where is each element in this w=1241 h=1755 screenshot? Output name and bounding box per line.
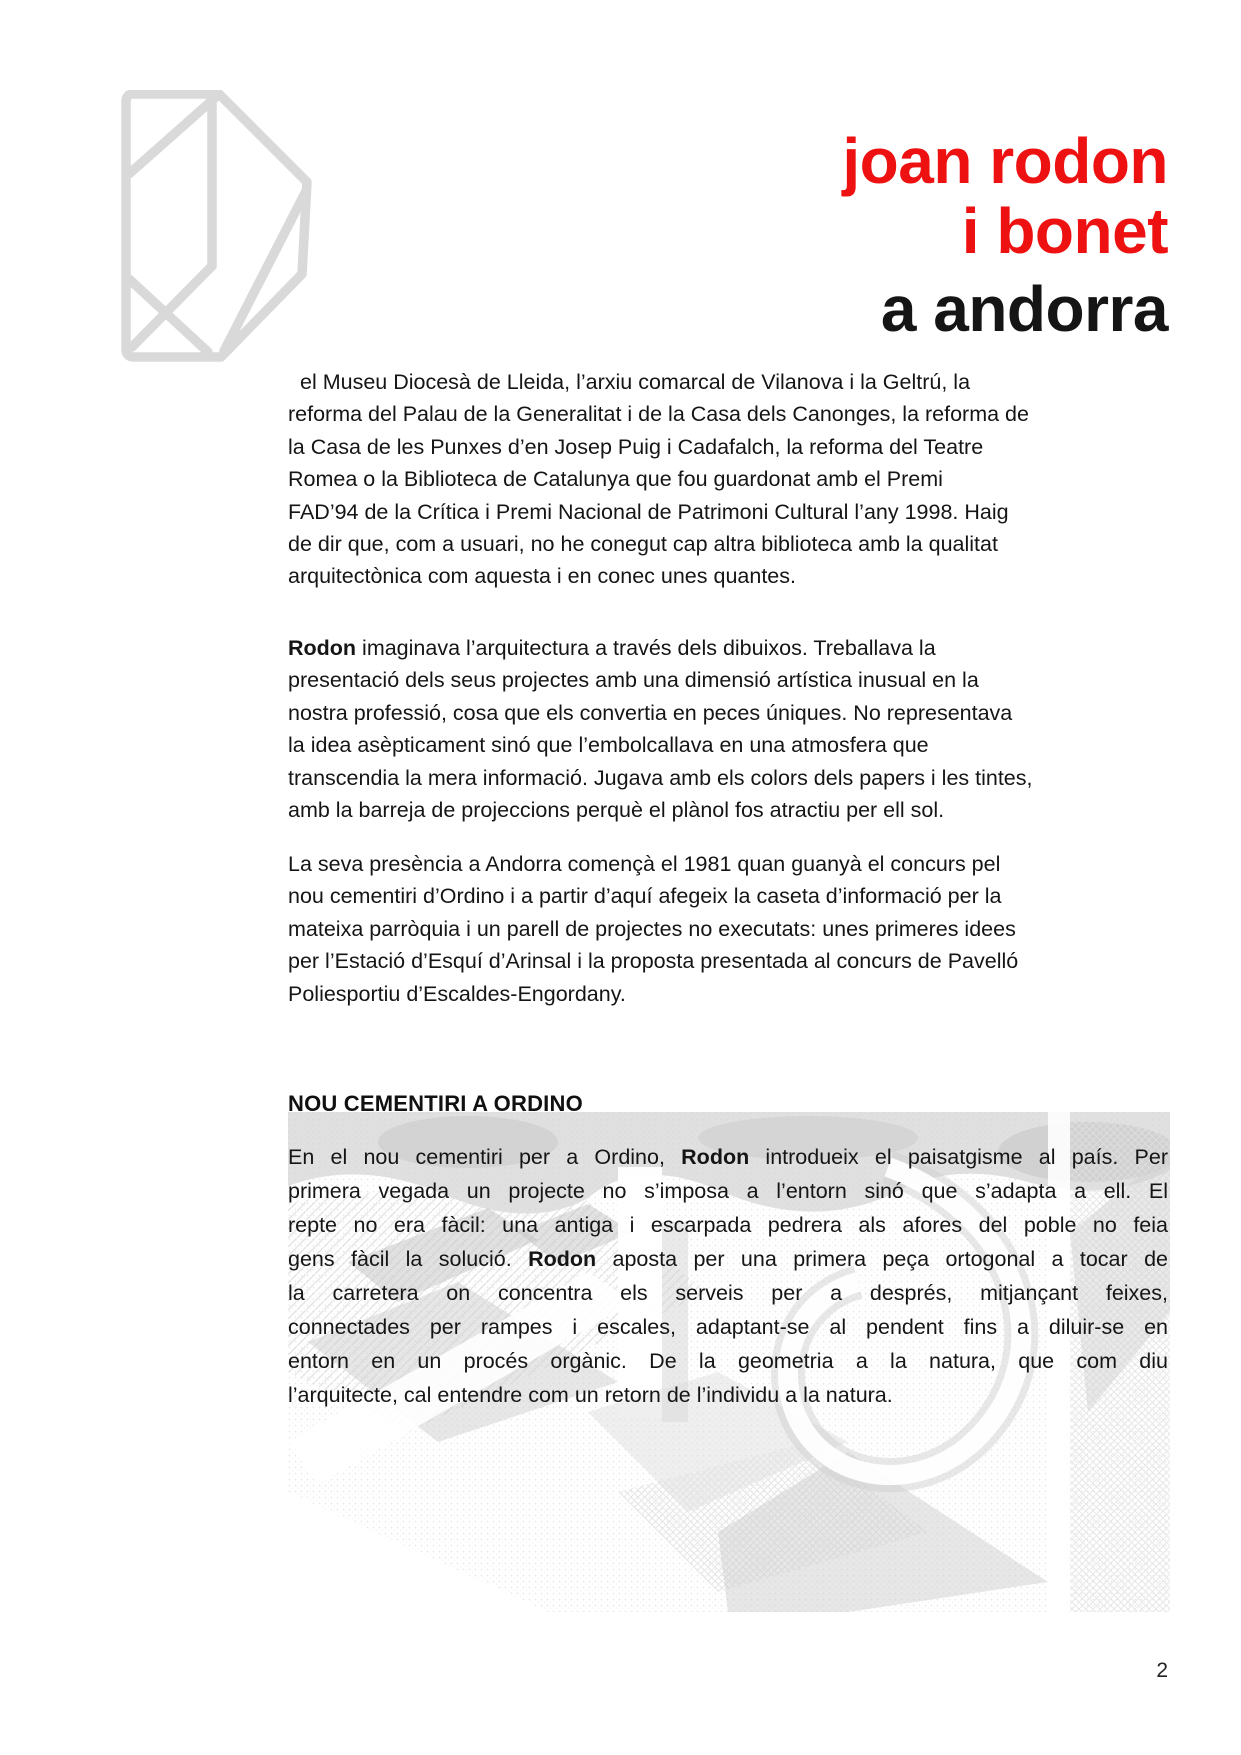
text-line: entorn en un procés orgànic. De la geometria a la natura, que com diu	[288, 1349, 1168, 1373]
text-line: la carretera on concentra els serveis per a després, mitjançant feixes,	[288, 1281, 1168, 1305]
text-line	[288, 632, 1168, 664]
text-line: FAD’94 de la Crítica i Premi Nacional de Patrimoni Cultural l’any 1998. Haig	[288, 499, 1009, 524]
section-heading: NOU CEMENTIRI A ORDINO	[288, 1091, 583, 1116]
rodon-logo-icon	[120, 90, 312, 363]
text-line	[288, 1140, 1168, 1174]
text-line: reforma del Palau de la Generalitat i de la Casa dels Canonges, la reforma de	[288, 402, 1029, 427]
page-number: 2	[1156, 1659, 1168, 1682]
text-line: transcendia la mera informació. Jugava amb els colors dels papers i les tintes,	[288, 765, 1033, 790]
text-line: presentació dels seus projectes amb una dimensió artística inusual en la	[288, 668, 979, 693]
text-line: repte no era fàcil: una antiga i escarpada pedrera als afores del poble no feia	[288, 1213, 1168, 1237]
text-segment: introdueix el paisatgisme al país. Per	[749, 1145, 1168, 1169]
title-line-1: joan rodon	[842, 125, 1168, 197]
text-segment: gens fàcil la solució.	[288, 1247, 529, 1271]
text-line: nostra professió, cosa que els convertia en peces úniques. No representava	[288, 700, 1013, 725]
text-line: la Casa de les Punxes d’en Josep Puig i Cadafalch, la reforma del Teatre	[288, 434, 984, 459]
text-line: Poliesportiu d’Escaldes-Engordany.	[288, 981, 626, 1006]
text-line: l’arquitecte, cal entendre com un retorn de l’individu a la natura.	[288, 1383, 893, 1407]
text-line: la idea asèpticament sinó que l’embolcallava en una atmosfera que	[288, 733, 929, 758]
text-segment: imaginava l’arquitectura a través dels dibuixos. Treballava la	[356, 636, 936, 660]
bold-rodon: Rodon	[288, 636, 357, 660]
text-line: el Museu Diocesà de Lleida, l’arxiu comarcal de Vilanova i la Geltrú, la	[300, 370, 971, 394]
text-line: connectades per rampes i escales, adaptant-se al pendent fins a diluir-se en	[288, 1315, 1168, 1339]
bold-rodon: Rodon	[528, 1247, 597, 1271]
paragraph-museums	[288, 366, 1168, 593]
title-line-3: a andorra	[880, 273, 1168, 345]
text-line: primera vegada un projecte no s’imposa a l’entorn sinó que s’adapta a ell. El	[288, 1179, 1168, 1203]
text-segment: aposta per una primera peça ortogonal a tocar de	[596, 1247, 1168, 1271]
paragraph-cemetery	[288, 1140, 1168, 1412]
text-line: nou cementiri d’Ordino i a partir d’aquí afegeix la caseta d’informació per la	[288, 884, 1002, 909]
paragraph-andorra-presence	[288, 848, 1168, 1010]
text-segment: En el nou cementiri per a Ordino,	[288, 1145, 682, 1169]
logo-strokes	[126, 94, 307, 357]
text-line: La seva presència a Andorra començà el 1981 quan guanyà el concurs pel	[288, 852, 1001, 876]
text-line	[288, 1242, 1168, 1276]
text-line: Romea o la Biblioteca de Catalunya que fou guardonat amb el Premi	[288, 467, 943, 492]
text-line: mateixa parròquia i un parell de projectes no executats: unes primeres idees	[288, 916, 1016, 941]
title-line-2: i bonet	[961, 195, 1168, 267]
text-line: de dir que, com a usuari, no he conegut cap altra biblioteca amb la qualitat	[288, 532, 998, 557]
text-line: amb la barreja de projeccions perquè el plànol fos atractiu per ell sol.	[288, 798, 945, 823]
text-line: arquitectònica com aquesta i en conec unes quantes.	[288, 564, 796, 589]
text-line: per l’Estació d’Esquí d’Arinsal i la proposta presentada al concurs de Pavelló	[288, 949, 1019, 974]
paragraph-drawings	[288, 632, 1168, 826]
bold-rodon: Rodon	[681, 1145, 750, 1169]
